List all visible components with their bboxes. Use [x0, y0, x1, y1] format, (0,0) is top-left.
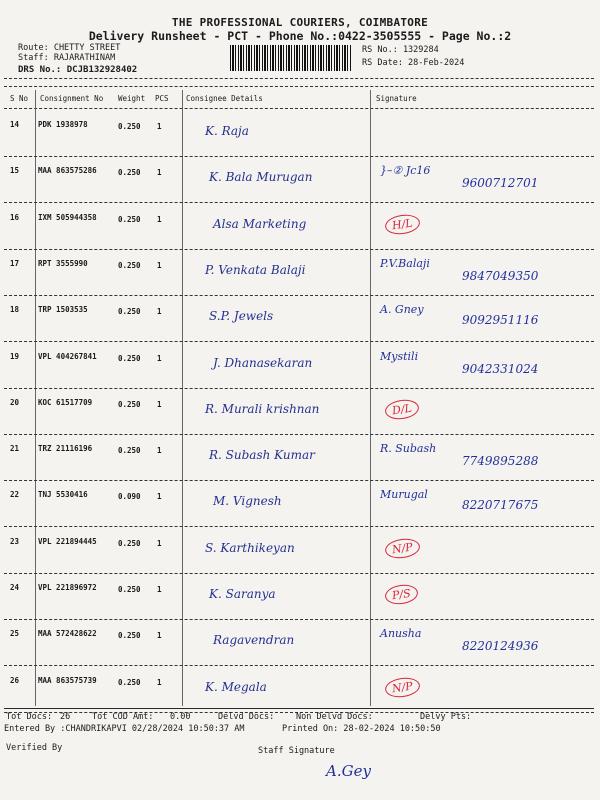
row-consignment-no: MAA 863575739 [38, 676, 97, 685]
row-status-mark: N/P [384, 537, 421, 561]
tot-docs-value: 26 [60, 712, 71, 722]
entered-by: Entered By :CHANDRIKAPVI 02/28/2024 10:50:37 AM [4, 724, 245, 734]
row-consignee-handwritten: S.P. Jewels [209, 309, 274, 323]
row-phone-handwritten: 9042331024 [462, 362, 539, 376]
row-phone-handwritten: 8220124936 [462, 639, 539, 653]
table-row [0, 434, 600, 480]
row-pcs: 1 [157, 678, 162, 687]
row-sno: 18 [10, 305, 20, 314]
row-status-mark: D/L [384, 398, 420, 422]
row-phone-handwritten: 9600712701 [462, 176, 539, 190]
row-sno: 16 [10, 213, 20, 222]
row-status-mark: P/S [384, 583, 419, 606]
row-pcs: 1 [157, 585, 162, 594]
row-consignee-handwritten: J. Dhanasekaran [213, 356, 313, 370]
col-sno: S No [10, 94, 29, 103]
col-signature: Signature [376, 94, 417, 103]
col-weight: Weight [118, 94, 146, 103]
table-row [0, 480, 600, 526]
row-pcs: 1 [157, 168, 162, 177]
row-consignment-no: MAA 572428622 [38, 629, 97, 638]
row-consignee-handwritten: Ragavendran [213, 633, 295, 647]
runsheet-title: Delivery Runsheet - PCT - Phone No.:0422-3505555 - Page No.:2 [88, 29, 512, 43]
table-row [0, 527, 600, 573]
row-weight: 0.250 [118, 168, 141, 177]
barcode-image [230, 45, 352, 71]
tot-docs-label: Tot Docs: [6, 712, 53, 722]
row-weight: 0.250 [118, 539, 141, 548]
row-sno: 17 [10, 259, 20, 268]
row-consignee-handwritten: S. Karthikeyan [205, 541, 295, 555]
row-sno: 25 [10, 629, 20, 638]
row-signature: }–② Jc16 [380, 164, 431, 177]
row-weight: 0.250 [118, 400, 141, 409]
row-consignment-no: KOC 61517709 [38, 398, 93, 407]
row-sno: 24 [10, 583, 20, 592]
row-consignment-no: VPL 221896972 [38, 583, 97, 592]
staff-signature-label: Staff Signature [258, 746, 335, 756]
row-signature: A. Gney [380, 303, 424, 316]
company-title: THE PROFESSIONAL COURIERS, COIMBATORE [171, 16, 429, 29]
row-sno: 19 [10, 352, 20, 361]
row-consignee-handwritten: K. Raja [205, 124, 249, 138]
row-pcs: 1 [157, 122, 162, 131]
table-row [0, 619, 600, 665]
delivery-points-label: Delvy Pts: [420, 712, 472, 722]
row-consignment-no: RPT 3555990 [38, 259, 88, 268]
rs-date: RS Date: 28-Feb-2024 [362, 58, 465, 68]
row-consignee-handwritten: M. Vignesh [213, 494, 282, 508]
row-phone-handwritten: 7749895288 [462, 454, 539, 468]
row-pcs: 1 [157, 631, 162, 640]
row-sno: 26 [10, 676, 20, 685]
table-row [0, 388, 600, 434]
column-header-rule [4, 108, 594, 109]
row-signature: P.V.Balaji [380, 257, 430, 270]
row-consignee-handwritten: P. Venkata Balaji [205, 263, 306, 277]
non-delivered-docs-label: Non Delvd Docs: [296, 712, 373, 722]
row-weight: 0.250 [118, 261, 141, 270]
row-consignment-no: IXM 505944358 [38, 213, 97, 222]
footer-rule [4, 708, 594, 709]
row-consignee-handwritten: Alsa Marketing [213, 217, 307, 231]
table-row [0, 666, 600, 712]
row-pcs: 1 [157, 539, 162, 548]
row-consignment-no: TRP 1503535 [38, 305, 88, 314]
row-phone-handwritten: 9847049350 [462, 269, 539, 283]
row-pcs: 1 [157, 446, 162, 455]
col-consignment: Consignment No [40, 94, 104, 103]
row-consignment-no: PDK 1938978 [38, 120, 88, 129]
row-weight: 0.250 [118, 215, 141, 224]
table-row [0, 110, 600, 156]
row-pcs: 1 [157, 354, 162, 363]
col-pcs: PCS [155, 94, 169, 103]
header-rule-2 [4, 86, 594, 87]
row-weight: 0.250 [118, 307, 141, 316]
row-consignee-handwritten: R. Subash Kumar [209, 448, 315, 462]
row-consignment-no: VPL 221894445 [38, 537, 97, 546]
row-sno: 21 [10, 444, 20, 453]
row-phone-handwritten: 9092951116 [462, 313, 539, 327]
tot-cod-value: 0.00 [170, 712, 191, 722]
row-weight: 0.250 [118, 446, 141, 455]
row-consignment-no: TNJ 5530416 [38, 490, 88, 499]
table-row [0, 156, 600, 202]
row-phone-handwritten: 8220717675 [462, 498, 539, 512]
row-sno: 23 [10, 537, 20, 546]
table-row [0, 203, 600, 249]
row-signature: Anusha [380, 627, 422, 640]
row-weight: 0.090 [118, 492, 141, 501]
staff-signature-handwritten: A.Gey [326, 762, 371, 780]
table-row [0, 342, 600, 388]
row-pcs: 1 [157, 261, 162, 270]
printed-on: Printed On: 28-02-2024 10:50:50 [282, 724, 441, 734]
row-weight: 0.250 [118, 678, 141, 687]
row-status-mark: H/L [384, 213, 421, 237]
delivered-docs-label: Delvd Docs: [218, 712, 275, 722]
row-pcs: 1 [157, 215, 162, 224]
row-consignee-handwritten: K. Megala [205, 680, 267, 694]
row-sno: 15 [10, 166, 20, 175]
row-sno: 20 [10, 398, 20, 407]
header-rule-1 [4, 78, 594, 79]
row-signature: R. Subash [380, 442, 437, 455]
col-consignee: Consignee Details [186, 94, 263, 103]
row-weight: 0.250 [118, 122, 141, 131]
row-sno: 22 [10, 490, 20, 499]
row-consignee-handwritten: R. Murali krishnan [205, 402, 320, 416]
staff-label: Staff: RAJARATHINAM [18, 53, 116, 63]
row-sno: 14 [10, 120, 20, 129]
row-signature: Murugal [380, 488, 428, 501]
table-row [0, 249, 600, 295]
row-signature: Mystili [380, 350, 419, 363]
table-row [0, 573, 600, 619]
row-weight: 0.250 [118, 354, 141, 363]
row-status-mark: N/P [384, 676, 421, 700]
row-pcs: 1 [157, 492, 162, 501]
row-consignment-no: MAA 863575286 [38, 166, 97, 175]
row-weight: 0.250 [118, 585, 141, 594]
verified-by-label: Verified By [6, 743, 63, 753]
row-consignment-no: VPL 404267841 [38, 352, 97, 361]
route-label: Route: CHETTY STREET [18, 43, 121, 53]
row-consignee-handwritten: K. Saranya [209, 587, 276, 601]
row-pcs: 1 [157, 307, 162, 316]
row-weight: 0.250 [118, 631, 141, 640]
row-consignment-no: TRZ 21116196 [38, 444, 93, 453]
table-row [0, 295, 600, 341]
rs-number: RS No.: 1329284 [362, 45, 439, 55]
row-pcs: 1 [157, 400, 162, 409]
row-consignee-handwritten: K. Bala Murugan [209, 170, 313, 184]
tot-cod-label: Tot COD Amt: [92, 712, 154, 722]
drs-number: DRS No.: DCJB132928402 [18, 65, 138, 75]
